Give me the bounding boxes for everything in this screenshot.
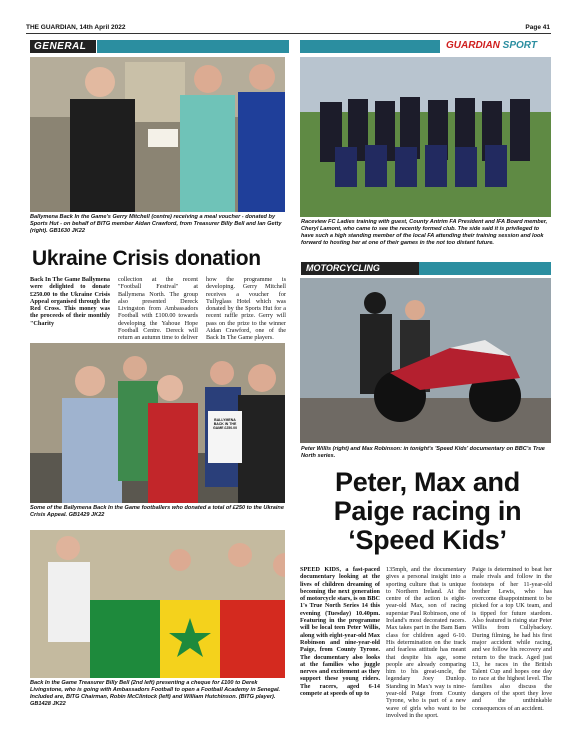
- brand-sub: SPORT: [502, 40, 537, 51]
- caption-raceview-photo: Raceview FC Ladies training with guest, County Antrim FA President and IFA Board member, Cheryl Lamont, who came to see the recently formed club. The side said it is privileged to have such a high standing member of the local FA attending their training session and look forward to hosting her at one of their games in the not too distant future.: [301, 219, 548, 246]
- photo-raceview-illustration: [300, 57, 551, 217]
- photo-donors-illustration: [30, 343, 285, 503]
- section-bar: [97, 40, 289, 53]
- brand-name: GUARDIAN: [446, 40, 500, 51]
- brand-logo: [446, 40, 537, 51]
- article-col-2: collection at the recent "Football Festival" at Ballymena North. The group also presented Dereck Livingston from Ambassadors Football with £100.00 towards developing the Yahoue Hope Football Centre. Dereck will return an autumn time to deliver: [118, 276, 198, 342]
- article-col-1-text: Back In The Game Ballymena were delighted to donate £250.00 to the Ukraine Crisis Appeal organised through the Red Cross. This money was the proceeds of their monthly "Charity: [30, 276, 110, 327]
- headline-speed-kids: Peter, Max and Paige racing in ‘Speed Kids’: [333, 467, 522, 555]
- speedkids-col-1-text: SPEED KIDS, a fast-paced documentary looking at the lives of children dreaming of becoming the next generation of motorcycle stars, is on BBC 1's True North Series 14 this evening (Tuesday) 10.40pm. Featuring in the programme will be local teen Peter Willis, along with eight-year-old Max Robinson and nine-year-old Paige, from County Tyrone. The documentary also looks at the families who juggle nerves and excitement as they support these young riders. The racers, aged 6-14 compete at speeds of up to: [300, 566, 380, 698]
- page-number: Page 41: [525, 24, 550, 31]
- photo-voucher-illustration: [30, 57, 285, 212]
- photo-speedkids-illustration: [300, 278, 551, 443]
- photo-senegal-illustration: [30, 530, 285, 678]
- photo-raceview-ladies: [300, 57, 551, 217]
- speedkids-col-3: Paige is determined to beat her male rivals and follow in the footsteps of her 11-year-old brother Lewis, who has overcome disappointment to be picked for a top UK team, and is tipped for future stardom. Also featured is rising star Peter Willis from Cullybackey. During filming, he had his first major accident while racing, and we follow his recovery and return to the track. Aged just 13, he races in the British Talent Cup and hopes one day to race at the highest level. The families also discuss the dangers of the sport they love and the unthinkable consequences of an accident.: [472, 566, 552, 712]
- speedkids-col-2: 135mph, and the documentary gives a personal insight into a sporting culture that is unique to Northern Ireland. At the centre of the action is eight-year-old Max, son of racing superstar Paul Robinson, one of Ireland's most decorated racers. Max takes part in the Bam Bam class for children aged 6-10. His determination on the track and fearless attitude has meant that despite his age, some people are already comparing him to his great-uncle, the legendary Joey Dunlop. Standing in Max's way is nine-year-old Paige from County Tyrone, who is part of a new wave of girls who want to be involved in the sport.: [386, 566, 466, 719]
- caption-voucher-photo: Ballymena Back In the Game's Gerry Mitchell (centre) receiving a meal voucher - donated by Sports Hut - on behalf of BITG member Aidan Crawford, from Treasurer Billy Bell and Ian Getty (right). GB1630 JK22: [30, 214, 282, 234]
- motorcycling-bar: [419, 262, 551, 275]
- photo-voucher-presentation: [30, 57, 285, 212]
- donation-sign: BALLYMENA BACK IN THE GAME £250.00: [212, 418, 238, 430]
- caption-donors-photo: Some of the Ballymena Back In the Game footballers who donated a total of £250 to the Ukraine Crisis Appeal. GB1429 JK22: [30, 505, 284, 518]
- header-rule: [26, 33, 551, 34]
- speedkids-col-1: [300, 566, 380, 697]
- photo-cheque-senegal: [30, 530, 285, 678]
- section-tab-general: GENERAL: [30, 40, 96, 53]
- caption-cheque-photo: Back In the Game Treasurer Billy Bell (2nd left) presenting a cheque for £100 to Derek Livingstone, who is going with Ambassadors Football to open a Football Academy in Senegal. Included are, BITG Chairman, Robin McClintock (left) and William Hutchinson. (BITG player). GB1428 JK22: [30, 680, 281, 707]
- brand-bar: [300, 40, 440, 53]
- headline-ukraine-donation: Ukraine Crisis donation: [32, 247, 261, 270]
- photo-ukraine-donors: [30, 343, 285, 503]
- article-col-1: [30, 276, 110, 327]
- photo-speed-kids: [300, 278, 551, 443]
- section-tab-motorcycling: MOTORCYCLING: [301, 262, 419, 275]
- article-col-3: how the programme is developing. Gerry Mitchell receives a voucher for Tullyglass Hotel which was donated by the Sports Hut for a recent raffle prize. Gerry will pass on the prize to the winner Aidan Crawford, one of the Back In The Game players.: [206, 276, 286, 342]
- caption-speedkids-photo: Peter Willis (right) and Max Robinson: in tonight's 'Speed Kids' documentary on BBC's True North series.: [301, 446, 545, 459]
- publication-date: THE GUARDIAN, 14th April 2022: [26, 24, 126, 31]
